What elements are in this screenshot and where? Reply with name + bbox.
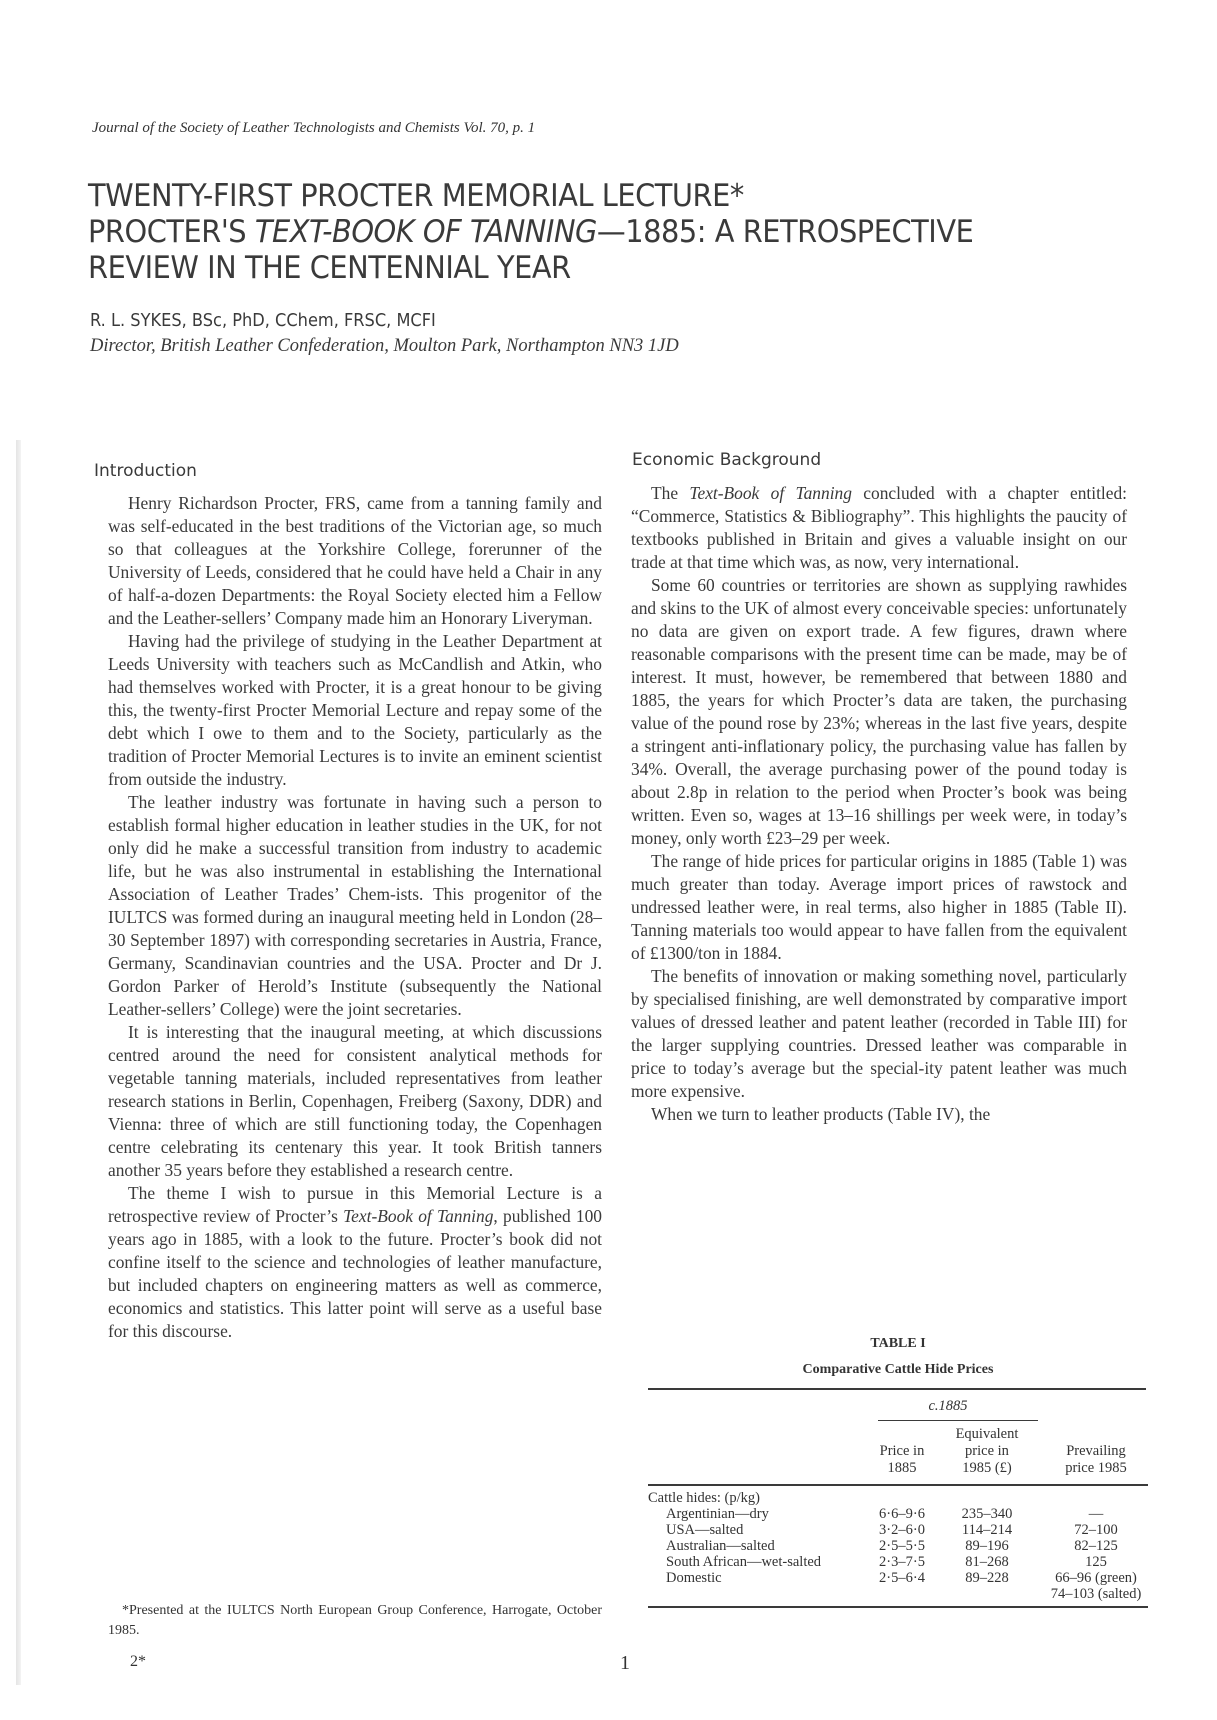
column-header: Equivalent price in 1985 (£) bbox=[955, 1426, 1019, 1476]
introduction-column bbox=[108, 492, 602, 1343]
author-byline: R. L. SYKES, BSc, PhD, CChem, FRSC, MCFI bbox=[90, 310, 436, 331]
title-line-1: TWENTY-FIRST PROCTER MEMORIAL LECTURE* bbox=[88, 178, 744, 214]
scan-edge-shadow bbox=[16, 440, 21, 1685]
book-title: Text-Book of Tanning bbox=[689, 483, 852, 503]
paragraph: Some 60 countries or territories are shown as supplying rawhides and skins to the UK of almost every conceivable species: unfortunately no data are given on export trade. A few figures, drawn where reasonable comparisons with the present time can be made, may be of interest. It must, however, be remembered that between 1880 and 1885, the years for which Procter’s data are taken, the purchasing value of the pound rose by 23%; whereas in the last five years, despite a stringent anti-inflationary policy, the purchasing value has fallen by 34%. Overall, the average purchasing power of the pound today is about 2.8p in relation to the period when Procter’s book was being written. Even so, wages at 13–16 shillings per week were, in today’s money, only worth £23–29 per week. bbox=[631, 575, 1127, 848]
table-cell: 74–103 (salted) bbox=[1050, 1586, 1142, 1602]
group-header: c.1885 bbox=[928, 1398, 968, 1414]
table-cell: 66–96 (green) bbox=[1055, 1570, 1137, 1586]
footnote: *Presented at the IULTCS North European Group Conference, Harrogate, October 1985. bbox=[108, 1603, 602, 1638]
page-number: 1 bbox=[620, 1652, 630, 1674]
table-row-label: Australian—salted bbox=[666, 1538, 775, 1554]
table-label: TABLE I bbox=[870, 1336, 926, 1351]
book-title: Text-Book of Tanning bbox=[343, 1206, 494, 1226]
table-cell: 81–268 bbox=[965, 1554, 1009, 1570]
table-cell: 72–100 bbox=[1074, 1522, 1118, 1538]
table-cell: 2·3–7·5 bbox=[879, 1554, 925, 1570]
signature-mark: 2* bbox=[130, 1653, 146, 1670]
table-cell: 3·2–6·0 bbox=[879, 1522, 925, 1538]
table-caption: Comparative Cattle Hide Prices bbox=[802, 1362, 994, 1377]
header-bottom-rule bbox=[648, 1484, 1148, 1486]
table-cell: 235–340 bbox=[961, 1506, 1013, 1522]
paragraph: The leather industry was fortunate in having such a person to establish formal higher education in leather studies in the UK, for not only did he make a successful transition from industry to academic life, but he was also instrumental in establishing the International Association of Leather Trades’ Chem-ists. This progenitor of the IULTCS was formed during an inaugural meeting held in London (28–30 September 1897) with corresponding secretaries in Austria, France, Germany, Scandinavian countries and the USA. Procter and Dr J. Gordon Parker of Herold’s Institute (subsequently the National Leather-sellers’ College) were the joint secretaries. bbox=[108, 792, 602, 1019]
paragraph: The theme I wish to pursue in this Memorial Lecture is a retrospective review of Procter’s Text-Book of Tanning, published 100 years ago in 1885, with a look to the future. Procter’s book did not confine itself to the science and technologies of leather manufacture, but included chapters on engineering matters as well as commerce, economics and statistics. This latter point will serve as a useful base for this discourse. bbox=[108, 1183, 602, 1341]
table-cell: 114–214 bbox=[961, 1522, 1013, 1538]
table-row-label: USA—salted bbox=[666, 1522, 744, 1538]
table-bottom-rule bbox=[648, 1606, 1148, 1608]
economic-column bbox=[631, 482, 1127, 1126]
paragraph: When we turn to leather products (Table IV), the bbox=[651, 1104, 991, 1124]
title-line-3: REVIEW IN THE CENTENNIAL YEAR bbox=[88, 250, 571, 286]
author-affiliation: Director, British Leather Confederation, Moulton Park, Northampton NN3 1JD bbox=[90, 336, 679, 356]
introduction-heading: Introduction bbox=[94, 461, 197, 481]
title-line-2: PROCTER'S TEXT-BOOK OF TANNING—1885: A RETROSPECTIVE bbox=[88, 214, 974, 250]
article-title bbox=[88, 178, 1111, 286]
table-cell: 2·5–6·4 bbox=[879, 1570, 925, 1586]
table-row-label: Domestic bbox=[666, 1570, 722, 1586]
table-row-label: South African—wet-salted bbox=[666, 1554, 822, 1570]
paragraph: Having had the privilege of studying in the Leather Department at Leeds University with teachers such as McCandlish and Atkin, who had themselves worked with Procter, it is a great honour to be giving this, the twenty-first Procter Memorial Lecture and repay some of the debt which I owe to them and to the Society, particularly as the tradition of Procter Memorial Lectures is to invite an eminent scientist from outside the industry. bbox=[108, 631, 602, 789]
book-title: TEXT-BOOK OF TANNING bbox=[254, 214, 597, 250]
paragraph: The benefits of innovation or making something novel, particularly by specialised finishing, are well demonstrated by comparative import values of dressed leather and patent leather (recorded in Table III) for the larger supplying countries. Dressed leather was comparable in price to today’s average but the special-ity patent leather was much more expensive. bbox=[631, 966, 1127, 1101]
column-header: Prevailing price 1985 bbox=[1065, 1443, 1127, 1476]
row-category: Cattle hides: (p/kg) bbox=[648, 1490, 760, 1506]
table-cell: 2·5–5·5 bbox=[879, 1538, 925, 1554]
paragraph: It is interesting that the inaugural meeting, at which discussions centred around the need for consistent analytical methods for vegetable tanning materials, included representatives from leather research stations in Berlin, Copenhagen, Freiberg (Saxony, DDR) and Vienna: three of which are still functioning today, the Copenhagen centre celebrating its centenary this year. It took British tanners another 35 years before they established a research centre. bbox=[108, 1022, 602, 1180]
column-header: Price in 1885 bbox=[879, 1443, 925, 1476]
table-cell: 89–228 bbox=[965, 1570, 1009, 1586]
table-row-label: Argentinian—dry bbox=[666, 1506, 769, 1522]
table-cell: — bbox=[1088, 1506, 1104, 1522]
running-head: Journal of the Society of Leather Technologists and Chemists Vol. 70, p. 1 bbox=[92, 120, 536, 136]
group-header-rule bbox=[878, 1420, 1038, 1421]
table-cell: 125 bbox=[1085, 1554, 1107, 1570]
table-cell: 89–196 bbox=[965, 1538, 1009, 1554]
table-top-rule bbox=[648, 1388, 1146, 1390]
paragraph: The Text-Book of Tanning concluded with a chapter entitled: “Commerce, Statistics & Bibliography”. This highlights the paucity of textbooks published in Britain and gives a valuable insight on our trade at that time which was, as now, very international. bbox=[631, 483, 1127, 572]
table-cell: 82–125 bbox=[1074, 1538, 1118, 1554]
paragraph: The range of hide prices for particular origins in 1885 (Table 1) was much greater than today. Average import prices of rawstock and undressed leather were, in real terms, also higher in 1885 (Table II). Tanning materials too would appear to have fallen from the equivalent of £1300/ton in 1884. bbox=[631, 851, 1127, 963]
table-cell: 6·6–9·6 bbox=[879, 1506, 925, 1522]
economic-background-heading: Economic Background bbox=[632, 450, 822, 470]
paragraph: Henry Richardson Procter, FRS, came from a tanning family and was self-educated in the best traditions of the Victorian age, so much so that colleagues at the Yorkshire College, forerunner of the University of Leeds, considered that he could have held a Chair in any of half-a-dozen Departments: the Royal Society elected him a Fellow and the Leather-sellers’ Company made him an Honorary Liveryman. bbox=[108, 493, 602, 628]
